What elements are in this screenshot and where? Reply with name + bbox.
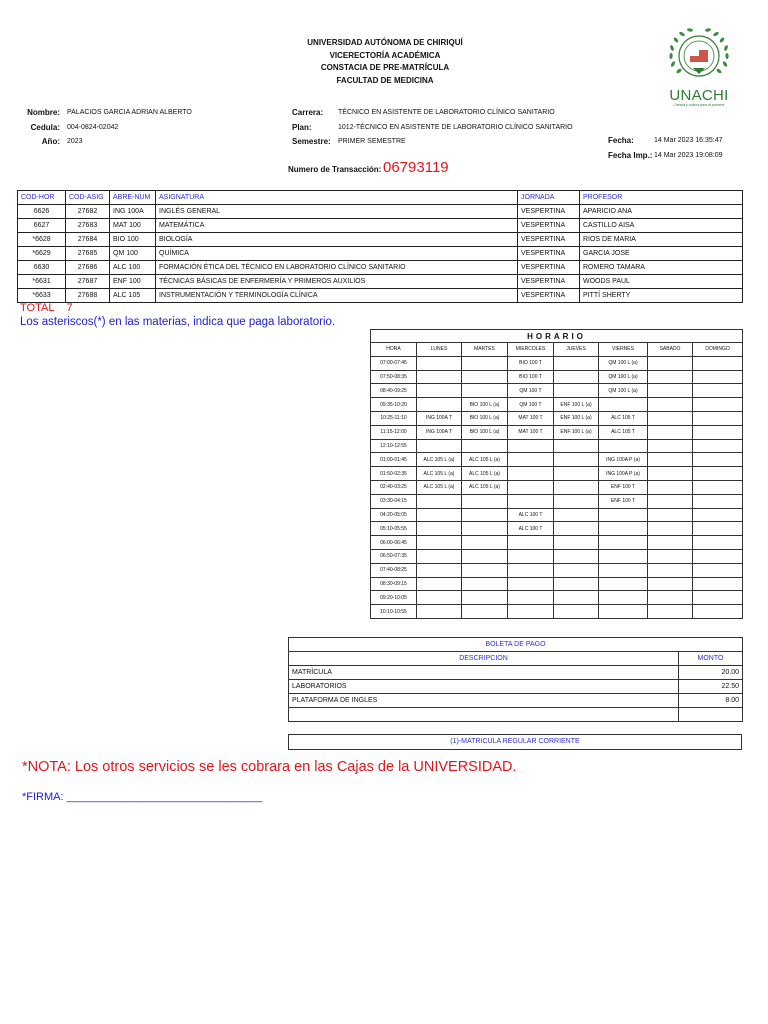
payment-amount-header: MONTO — [679, 652, 743, 666]
schedule-row — [371, 605, 743, 619]
subject-row — [18, 233, 743, 247]
schedule-cell: ALC 105 L (a) — [462, 453, 508, 467]
schedule-time-slot: 12:10-12:55 — [371, 439, 417, 453]
subjects-table — [17, 190, 743, 303]
schedule-time-slot: 05:10-05:55 — [371, 522, 417, 536]
schedule-cell — [648, 453, 693, 467]
schedule-time-slot: 08:30-09:15 — [371, 577, 417, 591]
schedule-cell — [693, 356, 743, 370]
schedule-cell: BIO 100 L (a) — [462, 398, 508, 412]
schedule-cell — [693, 563, 743, 577]
schedule-time-slot: 04:20-05:05 — [371, 508, 417, 522]
schedule-cell — [599, 563, 648, 577]
schedule-cell — [554, 439, 599, 453]
schedule-cell: ENF 100 T — [599, 480, 648, 494]
schedule-cell: BIO 100 L (a) — [462, 425, 508, 439]
schedule-cell — [508, 439, 554, 453]
schedule-cell — [648, 425, 693, 439]
transaction-label: Numero de Transacción: — [288, 165, 382, 174]
faculty-name: FACULTAD DE MEDICINA — [336, 75, 434, 85]
schedule-row — [371, 425, 743, 439]
schedule-cell — [554, 467, 599, 481]
schedule-cell — [462, 563, 508, 577]
schedule-cell — [693, 370, 743, 384]
schedule-cell — [462, 549, 508, 563]
schedule-cell — [648, 494, 693, 508]
laurel-seal-icon — [660, 24, 738, 88]
schedule-row — [371, 577, 743, 591]
subject-cell: INGLÉS GENERAL — [156, 205, 518, 219]
subject-cell: *6629 — [18, 247, 66, 261]
schedule-cell — [508, 549, 554, 563]
schedule-cell — [693, 577, 743, 591]
schedule-cell — [693, 411, 743, 425]
schedule-cell — [462, 356, 508, 370]
fecha-imp-value: 14 Mar 2023 19:08:09 — [654, 152, 723, 159]
subject-row — [18, 261, 743, 275]
total-label: TOTAL — [20, 302, 55, 314]
schedule-cell — [693, 536, 743, 550]
schedule-cell — [462, 508, 508, 522]
schedule-cell — [693, 605, 743, 619]
schedule-cell: QM 100 T — [508, 398, 554, 412]
semestre-value: PRIMER SEMESTRE — [338, 138, 406, 145]
subject-cell: ALC 100 — [110, 261, 156, 275]
subject-row — [18, 289, 743, 303]
schedule-row — [371, 411, 743, 425]
schedule-table — [370, 329, 743, 619]
subject-cell: 6630 — [18, 261, 66, 275]
schedule-cell — [599, 398, 648, 412]
subject-cell: ALC 105 — [110, 289, 156, 303]
schedule-time-slot: 09:35-10:20 — [371, 398, 417, 412]
schedule-cell: MAT 100 T — [508, 425, 554, 439]
schedule-cell — [648, 577, 693, 591]
payment-amount: 8.00 — [679, 694, 743, 708]
payment-desc-header: DESCRIPCION — [289, 652, 679, 666]
payment-title: BOLETA DE PAGO — [289, 638, 743, 652]
schedule-cell: ALC 105 L (a) — [417, 467, 462, 481]
schedule-cell — [693, 467, 743, 481]
subject-cell: TÉCNICAS BÁSICAS DE ENFERMERÍA Y PRIMEROS AUXILIOS — [156, 275, 518, 289]
schedule-cell — [648, 370, 693, 384]
col-jornada: JORNADA — [518, 191, 580, 205]
subject-cell: WOODS PAUL — [580, 275, 743, 289]
schedule-row — [371, 453, 743, 467]
schedule-cell — [693, 425, 743, 439]
schedule-time-slot: 07:40-08:25 — [371, 563, 417, 577]
schedule-cell — [554, 536, 599, 550]
schedule-cell — [417, 522, 462, 536]
schedule-cell: ING 100A T — [417, 411, 462, 425]
schedule-cell — [648, 563, 693, 577]
payment-description — [289, 708, 679, 722]
subject-cell: BIO 100 — [110, 233, 156, 247]
schedule-row — [371, 563, 743, 577]
plan-label: Plan: — [292, 123, 312, 132]
schedule-cell — [462, 370, 508, 384]
payment-table — [288, 637, 743, 722]
subject-cell: VESPERTINA — [518, 219, 580, 233]
payment-description: LABORATORIOS — [289, 680, 679, 694]
schedule-cell — [648, 480, 693, 494]
subject-cell: RIOS DE MARIA — [580, 233, 743, 247]
subject-row — [18, 247, 743, 261]
col-cod-hor: COD-HOR — [18, 191, 66, 205]
schedule-cell — [693, 591, 743, 605]
schedule-cell — [554, 522, 599, 536]
schedule-cell — [648, 508, 693, 522]
subject-cell: 6626 — [18, 205, 66, 219]
schedule-row — [371, 549, 743, 563]
schedule-cell — [508, 536, 554, 550]
document-header — [250, 37, 520, 87]
schedule-cell: ENF 100 T — [599, 494, 648, 508]
fecha-imp-label: Fecha Imp.: — [608, 151, 653, 160]
schedule-row — [371, 494, 743, 508]
schedule-cell — [554, 577, 599, 591]
subject-cell: 27684 — [66, 233, 110, 247]
schedule-cell: ENF 100 L (a) — [554, 425, 599, 439]
schedule-cell: BIO 100 T — [508, 370, 554, 384]
subject-cell: VESPERTINA — [518, 261, 580, 275]
schedule-cell — [417, 536, 462, 550]
subject-cell: 27688 — [66, 289, 110, 303]
schedule-cell — [462, 591, 508, 605]
schedule-day-header: VIERNES — [599, 343, 648, 357]
schedule-cell — [599, 522, 648, 536]
carrera-value: TÉCNICO EN ASISTENTE DE LABORATORIO CLÍNICO SANITARIO — [338, 109, 555, 116]
payment-row — [289, 666, 743, 680]
schedule-time-slot: 03:30-04:15 — [371, 494, 417, 508]
nombre-label: Nombre: — [27, 108, 60, 117]
subject-cell: ING 100A — [110, 205, 156, 219]
schedule-cell: ALC 105 L (a) — [462, 480, 508, 494]
subject-cell: ENF 100 — [110, 275, 156, 289]
schedule-cell — [417, 508, 462, 522]
cedula-label: Cedula: — [30, 123, 60, 132]
fecha-label: Fecha: — [608, 136, 634, 145]
col-profesor: PROFESOR — [580, 191, 743, 205]
subject-cell: *6633 — [18, 289, 66, 303]
schedule-cell — [599, 439, 648, 453]
schedule-cell: QM 100 T — [508, 384, 554, 398]
schedule-cell — [648, 439, 693, 453]
schedule-row — [371, 398, 743, 412]
schedule-cell — [648, 591, 693, 605]
schedule-cell: ING 100A T — [417, 425, 462, 439]
subject-cell: BIOLOGÍA — [156, 233, 518, 247]
schedule-cell — [462, 577, 508, 591]
schedule-time-slot: 08:40-09:25 — [371, 384, 417, 398]
schedule-cell — [554, 356, 599, 370]
schedule-row — [371, 467, 743, 481]
subject-row — [18, 275, 743, 289]
total-subjects — [20, 302, 73, 314]
subject-cell: QUÍMICA — [156, 247, 518, 261]
schedule-day-header: MIERCOLES — [508, 343, 554, 357]
schedule-cell — [693, 398, 743, 412]
nombre-value: PALACIOS GARCIA ADRIAN ALBERTO — [67, 109, 192, 116]
services-note: *NOTA: Los otros servicios se les cobrara en las Cajas de la UNIVERSIDAD. — [22, 759, 517, 775]
schedule-cell: ING 100A P (a) — [599, 453, 648, 467]
total-value: 7 — [66, 302, 73, 314]
unachi-logo — [660, 24, 738, 108]
schedule-time-slot: 06:50-07:35 — [371, 549, 417, 563]
schedule-cell — [648, 522, 693, 536]
subject-cell: 27687 — [66, 275, 110, 289]
schedule-cell — [554, 591, 599, 605]
schedule-cell — [462, 522, 508, 536]
schedule-day-header: MARTES — [462, 343, 508, 357]
schedule-cell — [648, 467, 693, 481]
schedule-row — [371, 536, 743, 550]
col-asignatura: ASIGNATURA — [156, 191, 518, 205]
vicerrectoria: VICERECTORÍA ACADÉMICA — [329, 50, 441, 60]
schedule-cell — [693, 522, 743, 536]
schedule-cell — [508, 467, 554, 481]
schedule-time-slot: 10:10-10:55 — [371, 605, 417, 619]
document-title: CONSTACIA DE PRE-MATRÍCULA — [320, 63, 450, 72]
subject-cell: VESPERTINA — [518, 275, 580, 289]
schedule-cell — [599, 591, 648, 605]
subject-cell: INSTRUMENTACIÓN Y TERMINOLOGÍA CLÍNICA — [156, 289, 518, 303]
subjects-header-row — [18, 191, 743, 205]
subject-cell: PITTÍ SHERTY — [580, 289, 743, 303]
schedule-cell — [554, 508, 599, 522]
schedule-cell — [417, 494, 462, 508]
schedule-cell — [417, 384, 462, 398]
schedule-cell — [554, 605, 599, 619]
subject-cell: VESPERTINA — [518, 289, 580, 303]
subject-cell: VESPERTINA — [518, 247, 580, 261]
schedule-cell — [508, 605, 554, 619]
schedule-cell — [417, 439, 462, 453]
schedule-cell — [599, 549, 648, 563]
transaction-number: 06793119 — [383, 159, 449, 176]
semestre-label: Semestre: — [292, 137, 331, 146]
subject-cell: 6627 — [18, 219, 66, 233]
schedule-cell — [554, 453, 599, 467]
carrera-label: Carrera: — [292, 108, 324, 117]
schedule-cell — [462, 536, 508, 550]
anio-value: 2023 — [67, 138, 83, 145]
schedule-cell — [417, 549, 462, 563]
schedule-day-header: LUNES — [417, 343, 462, 357]
subject-row — [18, 205, 743, 219]
schedule-cell — [693, 508, 743, 522]
subject-cell: FORMACIÓN ÉTICA DEL TÉCNICO EN LABORATORIO CLÍNICO SANITARIO — [156, 261, 518, 275]
schedule-time-slot: 09:20-10:05 — [371, 591, 417, 605]
payment-amount: 20.00 — [679, 666, 743, 680]
schedule-cell — [693, 480, 743, 494]
payment-row — [289, 680, 743, 694]
schedule-time-slot: 01:00-01:45 — [371, 453, 417, 467]
schedule-cell — [462, 384, 508, 398]
schedule-cell — [648, 605, 693, 619]
schedule-cell: ENF 100 L (a) — [554, 398, 599, 412]
schedule-row — [371, 508, 743, 522]
payment-description: MATRÍCULA — [289, 666, 679, 680]
schedule-cell — [693, 439, 743, 453]
schedule-cell — [648, 356, 693, 370]
schedule-cell — [554, 549, 599, 563]
schedule-cell — [554, 494, 599, 508]
schedule-cell: MAT 100 T — [508, 411, 554, 425]
schedule-row — [371, 522, 743, 536]
schedule-header-row — [371, 343, 743, 357]
schedule-day-header: JUEVES — [554, 343, 599, 357]
subject-cell: VESPERTINA — [518, 233, 580, 247]
subject-row — [18, 219, 743, 233]
schedule-time-slot: 07:50-08:35 — [371, 370, 417, 384]
cedula-value: 004-0824-02042 — [67, 124, 119, 131]
university-name: UNIVERSIDAD AUTÓNOMA DE CHIRIQUÍ — [307, 38, 463, 47]
schedule-time-slot: 11:15-12:00 — [371, 425, 417, 439]
schedule-day-header: SABADO — [648, 343, 693, 357]
schedule-cell: ING 100A P (a) — [599, 467, 648, 481]
col-cod-asig: COD-ASIG — [66, 191, 110, 205]
subject-cell: APARICIO ANA — [580, 205, 743, 219]
schedule-cell — [648, 536, 693, 550]
anio-label: Año: — [41, 137, 60, 146]
fecha-value: 14 Mar 2023 16:35:47 — [654, 137, 723, 144]
regular-enrollment-note: (1)-MATRICULA REGULAR CORRIENTE — [288, 734, 742, 750]
schedule-cell: QM 100 L (a) — [599, 370, 648, 384]
schedule-cell — [508, 494, 554, 508]
payment-amount — [679, 708, 743, 722]
schedule-time-slot: 02:40-03:25 — [371, 480, 417, 494]
subject-cell: 27682 — [66, 205, 110, 219]
schedule-cell: ALC 100 T — [508, 508, 554, 522]
schedule-cell — [508, 563, 554, 577]
schedule-cell — [417, 591, 462, 605]
schedule-cell — [599, 536, 648, 550]
schedule-day-header: DOMINGO — [693, 343, 743, 357]
logo-wordmark: UNACHI — [669, 87, 729, 104]
schedule-cell — [554, 480, 599, 494]
schedule-row — [371, 591, 743, 605]
schedule-row — [371, 384, 743, 398]
schedule-cell — [417, 398, 462, 412]
schedule-cell: ALC 105 L (a) — [417, 453, 462, 467]
lab-asterisk-note: Los asteriscos(*) en las materias, indica que paga laboratorio. — [20, 316, 336, 328]
schedule-cell: BIO 100 T — [508, 356, 554, 370]
subject-cell: CASTILLO AISA — [580, 219, 743, 233]
subject-cell: 27683 — [66, 219, 110, 233]
schedule-cell: ALC 105 T — [599, 425, 648, 439]
schedule-cell: ALC 100 T — [508, 522, 554, 536]
col-abre-num: ABRE-NUM — [110, 191, 156, 205]
subject-cell: 27686 — [66, 261, 110, 275]
schedule-cell — [462, 494, 508, 508]
schedule-cell — [554, 370, 599, 384]
schedule-cell — [508, 480, 554, 494]
schedule-cell: QM 100 L (a) — [599, 384, 648, 398]
schedule-cell — [648, 549, 693, 563]
schedule-cell — [693, 549, 743, 563]
schedule-row — [371, 356, 743, 370]
schedule-cell: QM 100 L (a) — [599, 356, 648, 370]
subject-cell: QM 100 — [110, 247, 156, 261]
payment-amount: 22.50 — [679, 680, 743, 694]
subject-cell: *6628 — [18, 233, 66, 247]
payment-row — [289, 694, 743, 708]
schedule-cell — [693, 453, 743, 467]
schedule-cell — [648, 411, 693, 425]
schedule-cell — [508, 577, 554, 591]
schedule-cell — [599, 508, 648, 522]
subject-cell: 27685 — [66, 247, 110, 261]
schedule-cell — [508, 453, 554, 467]
payment-description: PLATAFORMA DE INGLES — [289, 694, 679, 708]
schedule-cell: BIO 100 L (a) — [462, 411, 508, 425]
schedule-row — [371, 480, 743, 494]
schedule-cell — [648, 384, 693, 398]
subject-cell: VESPERTINA — [518, 205, 580, 219]
schedule-cell — [693, 494, 743, 508]
schedule-cell — [648, 398, 693, 412]
schedule-cell — [554, 384, 599, 398]
schedule-cell: ALC 105 L (a) — [417, 480, 462, 494]
schedule-row — [371, 439, 743, 453]
schedule-day-header: HORA — [371, 343, 417, 357]
schedule-cell — [417, 563, 462, 577]
schedule-cell — [462, 605, 508, 619]
schedule-time-slot: 01:50-02:35 — [371, 467, 417, 481]
schedule-cell — [508, 591, 554, 605]
schedule-cell — [599, 577, 648, 591]
schedule-time-slot: 07:00-07:45 — [371, 356, 417, 370]
schedule-cell — [417, 356, 462, 370]
schedule-title: HORARIO — [371, 330, 743, 343]
schedule-cell: ALC 105 L (a) — [462, 467, 508, 481]
subject-cell: MATEMÁTICA — [156, 219, 518, 233]
schedule-cell — [554, 563, 599, 577]
schedule-row — [371, 370, 743, 384]
schedule-cell: ALC 105 T — [599, 411, 648, 425]
schedule-cell — [417, 577, 462, 591]
schedule-cell — [417, 605, 462, 619]
payment-row — [289, 708, 743, 722]
schedule-cell — [693, 384, 743, 398]
schedule-time-slot: 10:25-11:10 — [371, 411, 417, 425]
schedule-time-slot: 06:00-06:45 — [371, 536, 417, 550]
subject-cell: GARCIA JOSE — [580, 247, 743, 261]
signature-line: *FIRMA: ________________________________ — [22, 791, 263, 803]
schedule-cell — [417, 370, 462, 384]
schedule-cell: ENF 100 L (a) — [554, 411, 599, 425]
subject-cell: ROMERO TAMARA — [580, 261, 743, 275]
schedule-cell — [462, 439, 508, 453]
schedule-cell — [599, 605, 648, 619]
logo-tagline: Ciencia y cultura para el porvenir — [673, 103, 725, 107]
subject-cell: *6631 — [18, 275, 66, 289]
subject-cell: MAT 100 — [110, 219, 156, 233]
plan-value: 1012-TÉCNICO EN ASISTENTE DE LABORATORIO CLÍNICO SANITARIO — [338, 124, 573, 131]
